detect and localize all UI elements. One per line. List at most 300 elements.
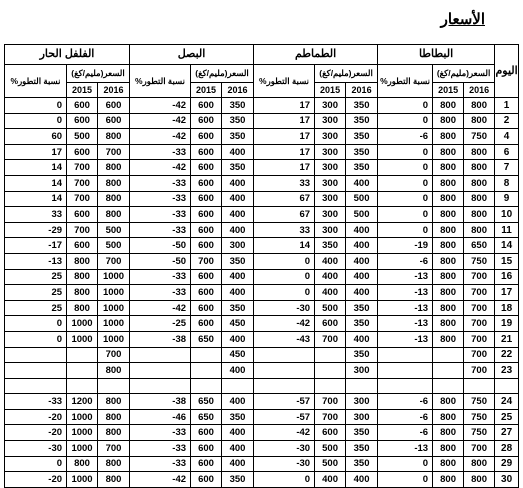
change-cell: 13- [5,253,67,269]
change-cell: 20- [5,409,67,425]
price-2016-cell: 400 [222,441,254,457]
change-cell: 17 [254,160,315,176]
change-cell: 0 [5,98,67,114]
price-2016-cell: 800 [464,144,495,160]
price-2016-cell: 300 [346,409,378,425]
change-cell [378,347,433,363]
day-cell: 30 [495,472,519,488]
day-cell: 14 [495,238,519,254]
change-cell: 25 [5,300,67,316]
day-cell: 2 [495,113,519,129]
change-cell: 0 [378,472,433,488]
day-cell: 27 [495,425,519,441]
change-cell: 30- [254,300,315,316]
price-2016-cell: 400 [222,191,254,207]
price-2015-cell: 300 [315,129,346,145]
price-2016-cell: 350 [346,441,378,457]
prices-table [4,44,519,488]
price-2015-cell: 800 [433,238,464,254]
change-cell: 0 [5,331,67,347]
price-2016-cell: 350 [346,456,378,472]
day-cell: 11 [495,222,519,238]
product-header-hot-pepper: الفلفل الحار [5,45,130,65]
day-cell: 15 [495,253,519,269]
price-2015-cell: 1000 [67,316,98,332]
change-cell: 14 [254,238,315,254]
table-row [5,394,519,410]
change-cell: 33- [130,175,191,191]
price-2015-cell [191,363,222,379]
price-2015-cell [67,378,98,394]
price-2015-cell: 1200 [67,394,98,410]
price-2016-cell: 350 [222,129,254,145]
price-2015-cell: 800 [433,207,464,223]
price-2015-cell: 600 [191,175,222,191]
day-cell: 23 [495,363,519,379]
price-2016-cell: 350 [346,113,378,129]
price-2015-cell: 800 [433,222,464,238]
change-cell: 17 [254,144,315,160]
price-2016-cell: 400 [222,269,254,285]
price-2016-cell: 500 [98,222,130,238]
change-cell [130,363,191,379]
price-2015-cell: 800 [433,269,464,285]
price-2015-cell [433,347,464,363]
price-2015-cell: 800 [433,472,464,488]
change-cell: 50- [130,238,191,254]
year-2016-header: 2016 [222,83,254,98]
price-2015-cell: 800 [67,253,98,269]
price-2016-cell: 700 [464,331,495,347]
price-2015-cell: 800 [433,316,464,332]
change-cell: 20- [5,472,67,488]
price-2016-cell: 500 [346,191,378,207]
price-2015-cell: 700 [315,409,346,425]
price-2016-cell: 400 [346,285,378,301]
price-2016-cell: 800 [98,207,130,223]
price-2016-cell: 1000 [98,300,130,316]
change-cell: 6- [378,425,433,441]
change-cell: 25 [5,285,67,301]
price-2016-cell: 350 [222,300,254,316]
price-2015-cell: 300 [315,160,346,176]
price-2016-cell: 800 [98,409,130,425]
change-cell: 57- [254,409,315,425]
day-cell: 9 [495,191,519,207]
change-cell: 30- [5,441,67,457]
change-cell: 42- [130,113,191,129]
price-2016-cell: 300 [346,394,378,410]
price-2015-cell: 500 [315,300,346,316]
day-cell: 8 [495,175,519,191]
price-2015-cell: 600 [191,425,222,441]
change-cell: 6- [378,394,433,410]
prices-table-body [5,98,519,488]
price-2015-cell: 800 [433,300,464,316]
price-2016-cell: 700 [98,347,130,363]
price-2016-cell: 350 [346,98,378,114]
price-2015-cell: 800 [433,425,464,441]
price-2015-cell: 600 [191,129,222,145]
price-2016-cell: 350 [222,253,254,269]
change-cell: 13- [378,269,433,285]
change-cell: 33 [5,207,67,223]
price-2015-cell: 1000 [67,425,98,441]
price-2015-cell: 700 [315,394,346,410]
change-cell: 42- [130,472,191,488]
price-2016-cell: 700 [464,269,495,285]
change-cell: 13- [378,300,433,316]
change-cell: 67 [254,191,315,207]
price-2015-cell: 1000 [67,472,98,488]
change-cell: 6- [378,253,433,269]
change-cell: 33- [130,144,191,160]
price-2015-cell: 300 [315,113,346,129]
price-2016-cell: 800 [464,472,495,488]
price-2016-cell: 400 [222,425,254,441]
price-2016-cell: 700 [464,316,495,332]
price-2016-cell: 800 [98,129,130,145]
price-2015-cell [315,378,346,394]
change-cell: 0 [254,269,315,285]
change-cell: 0 [5,316,67,332]
price-2015-cell: 500 [67,129,98,145]
price-2016-cell: 700 [98,441,130,457]
table-row [5,253,519,269]
price-2015-cell: 800 [433,253,464,269]
price-2016-cell: 750 [464,394,495,410]
price-2016-cell: 300 [222,238,254,254]
change-cell [130,347,191,363]
price-2016-cell: 800 [98,175,130,191]
change-cell: 38- [130,394,191,410]
price-2016-cell: 400 [346,238,378,254]
price-2015-cell: 800 [433,113,464,129]
change-header: نسبة التطور% [5,65,67,98]
price-2016-cell: 350 [222,472,254,488]
change-cell: 42- [254,425,315,441]
day-cell: 25 [495,409,519,425]
year-2016-header: 2016 [98,83,130,98]
change-cell [254,347,315,363]
price-2015-cell: 1000 [67,409,98,425]
change-cell: 13- [378,316,433,332]
change-header: نسبة التطور% [130,65,191,98]
price-2015-cell: 1000 [67,331,98,347]
price-2016-cell: 300 [346,363,378,379]
day-cell: 16 [495,269,519,285]
price-2016-cell: 400 [222,207,254,223]
price-2015-cell: 800 [433,394,464,410]
price-2015-cell: 700 [67,175,98,191]
table-row [5,300,519,316]
price-2016-cell: 600 [98,113,130,129]
price-2016-cell: 800 [98,425,130,441]
change-cell: 33- [130,425,191,441]
price-2016-cell: 450 [222,316,254,332]
change-cell: 17 [254,98,315,114]
change-cell [130,378,191,394]
price-2015-cell: 800 [433,175,464,191]
change-cell: 0 [378,98,433,114]
change-cell: 14 [5,191,67,207]
price-2015-cell [67,347,98,363]
change-cell: 17 [254,129,315,145]
price-2015-cell: 300 [315,222,346,238]
price-2015-cell: 600 [191,222,222,238]
price-2016-cell: 450 [222,347,254,363]
price-2016-cell: 700 [98,144,130,160]
price-2015-cell: 800 [67,300,98,316]
table-row [5,347,519,363]
price-2016-cell: 400 [222,456,254,472]
year-2015-header: 2015 [315,83,346,98]
price-2016-cell: 400 [222,144,254,160]
price-2016-cell: 400 [346,253,378,269]
price-2016-cell: 800 [464,113,495,129]
price-2016-cell: 800 [98,394,130,410]
price-2015-cell: 600 [191,238,222,254]
price-2015-cell: 600 [191,113,222,129]
page-title: الأسعار [440,11,485,28]
table-row [5,425,519,441]
price-2015-cell: 650 [191,409,222,425]
price-2016-cell: 750 [464,253,495,269]
change-cell: 30- [254,456,315,472]
price-2016-cell: 400 [222,222,254,238]
change-cell: 20- [5,425,67,441]
price-2015-cell: 800 [67,269,98,285]
table-row [5,409,519,425]
table-row [5,222,519,238]
change-cell [5,363,67,379]
price-2016-cell: 1000 [98,285,130,301]
day-cell: 1 [495,98,519,114]
price-2015-cell: 350 [315,238,346,254]
table-row [5,207,519,223]
change-cell: 17 [5,144,67,160]
day-cell: 10 [495,207,519,223]
price-2016-cell: 700 [464,285,495,301]
table-row [5,331,519,347]
price-2016-cell: 350 [222,98,254,114]
price-2015-cell: 600 [67,113,98,129]
price-2015-cell: 800 [433,191,464,207]
price-2015-cell [191,378,222,394]
price-2015-cell: 800 [433,285,464,301]
change-cell: 33- [130,441,191,457]
price-header: السعر(مليم/كغ) [191,65,254,83]
price-2015-cell: 600 [315,425,346,441]
table-row [5,456,519,472]
change-cell: 17- [5,238,67,254]
change-cell: 0 [378,207,433,223]
price-2015-cell: 600 [191,207,222,223]
change-cell: 19- [378,238,433,254]
price-2015-cell: 600 [191,441,222,457]
price-2015-cell: 400 [315,472,346,488]
table-row [5,378,519,394]
price-2016-cell: 800 [464,207,495,223]
day-cell: 7 [495,160,519,176]
price-2015-cell: 600 [191,316,222,332]
price-2015-cell: 600 [67,207,98,223]
product-header-potato: البطاطا [378,45,495,65]
price-2016-cell: 400 [346,175,378,191]
price-2015-cell: 600 [191,472,222,488]
change-cell: 57- [254,394,315,410]
price-2016-cell: 750 [464,409,495,425]
change-cell: 0 [378,175,433,191]
price-2016-cell: 750 [464,129,495,145]
price-2015-cell: 600 [191,285,222,301]
price-2015-cell: 600 [191,98,222,114]
change-cell: 17 [254,113,315,129]
price-2015-cell: 1000 [67,441,98,457]
change-cell: 0 [254,472,315,488]
price-2015-cell: 300 [315,144,346,160]
change-cell [5,347,67,363]
table-row [5,316,519,332]
price-2016-cell: 800 [98,160,130,176]
change-cell: 25- [130,316,191,332]
price-2016-cell: 350 [222,113,254,129]
price-2016-cell: 700 [464,363,495,379]
day-cell [495,378,519,394]
table-row [5,472,519,488]
change-cell: 33 [254,222,315,238]
change-cell [5,378,67,394]
price-2015-cell: 400 [315,253,346,269]
change-cell: 0 [378,113,433,129]
change-cell: 13- [378,441,433,457]
change-cell [378,378,433,394]
change-cell: 0 [254,253,315,269]
day-cell: 28 [495,441,519,457]
price-2015-cell: 600 [191,191,222,207]
table-row [5,191,519,207]
day-column-header: اليوم [495,45,519,98]
price-2016-cell: 800 [98,472,130,488]
price-2015-cell: 800 [433,129,464,145]
year-2016-header: 2016 [464,83,495,98]
change-cell: 33- [130,207,191,223]
price-2015-cell: 500 [315,441,346,457]
change-cell: 0 [378,456,433,472]
table-row [5,238,519,254]
price-2016-cell: 1000 [98,316,130,332]
product-header-tomato: الطماطم [254,45,378,65]
price-2015-cell: 600 [191,269,222,285]
price-2016-cell: 350 [346,144,378,160]
change-cell: 33- [130,285,191,301]
price-2016-cell: 750 [464,425,495,441]
price-2015-cell [191,347,222,363]
price-2015-cell: 650 [191,331,222,347]
price-2015-cell: 300 [315,191,346,207]
change-cell: 67 [254,207,315,223]
price-header: السعر(مليم/كغ) [433,65,495,83]
price-2016-cell: 800 [464,222,495,238]
change-cell: 13- [378,285,433,301]
price-2015-cell: 700 [191,253,222,269]
price-2015-cell: 600 [67,98,98,114]
table-row [5,113,519,129]
change-cell: 0 [378,144,433,160]
price-2016-cell: 400 [346,269,378,285]
price-2015-cell [433,378,464,394]
price-2016-cell: 800 [464,456,495,472]
change-cell: 43- [254,331,315,347]
change-cell: 33 [254,175,315,191]
day-cell: 17 [495,285,519,301]
price-2015-cell: 650 [191,394,222,410]
change-cell: 33- [130,191,191,207]
price-2016-cell: 800 [464,191,495,207]
year-2015-header: 2015 [433,83,464,98]
price-header: السعر(مليم/كغ) [315,65,378,83]
table-row [5,441,519,457]
price-2015-cell: 300 [315,175,346,191]
price-2016-cell [98,378,130,394]
price-2015-cell: 700 [67,222,98,238]
change-cell: 60 [5,129,67,145]
price-2015-cell [315,347,346,363]
price-2016-cell: 800 [464,160,495,176]
price-2015-cell: 800 [67,456,98,472]
price-2015-cell: 600 [191,300,222,316]
price-2016-cell: 650 [464,238,495,254]
change-cell: 46- [130,409,191,425]
change-cell: 0 [378,160,433,176]
change-cell: 50- [130,253,191,269]
price-2016-cell: 350 [346,129,378,145]
change-cell: 14 [5,160,67,176]
change-cell: 42- [254,316,315,332]
price-2015-cell: 800 [433,409,464,425]
change-cell: 33- [5,394,67,410]
day-cell: 24 [495,394,519,410]
price-2015-cell [315,363,346,379]
change-cell: 6- [378,129,433,145]
price-2016-cell: 1000 [98,269,130,285]
year-2015-header: 2015 [191,83,222,98]
price-2015-cell: 600 [191,160,222,176]
day-cell: 29 [495,456,519,472]
year-2016-header: 2016 [346,83,378,98]
price-2016-cell: 400 [346,222,378,238]
table-row [5,129,519,145]
change-header: نسبة التطور% [378,65,433,98]
price-2016-cell: 350 [222,160,254,176]
price-2015-cell: 600 [191,144,222,160]
price-2015-cell: 800 [433,441,464,457]
day-cell: 18 [495,300,519,316]
product-header-onion: البصل [130,45,254,65]
price-header: السعر(مليم/كغ) [67,65,130,83]
price-2015-cell: 800 [433,98,464,114]
price-2015-cell: 600 [67,144,98,160]
price-2015-cell: 400 [315,269,346,285]
price-2016-cell: 500 [98,238,130,254]
price-2016-cell: 400 [222,394,254,410]
price-2016-cell: 700 [464,300,495,316]
price-2015-cell: 800 [433,456,464,472]
change-cell: 42- [130,98,191,114]
change-cell: 0 [378,222,433,238]
change-cell: 33- [130,222,191,238]
price-2015-cell: 800 [67,285,98,301]
